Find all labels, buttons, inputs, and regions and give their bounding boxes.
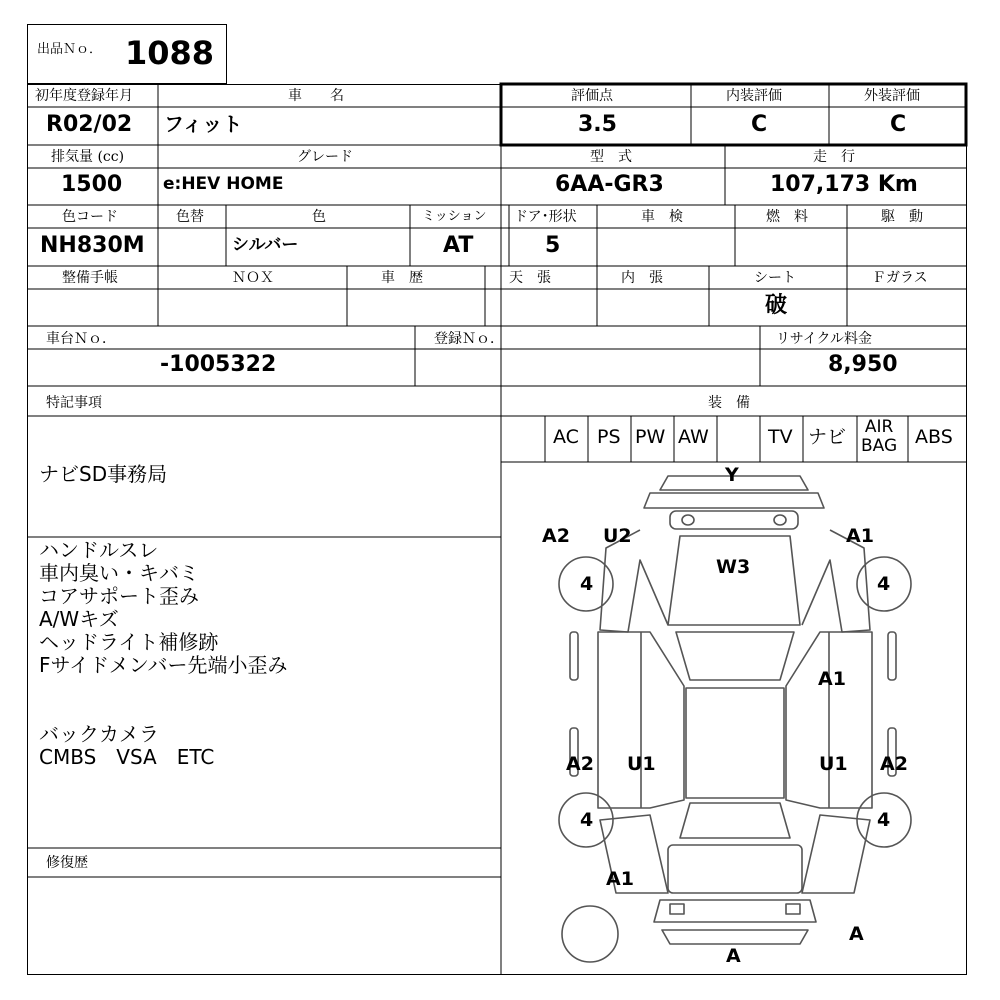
mileage-label: 走 行 <box>813 149 855 165</box>
fglass-label: Ｆガラス <box>872 270 928 286</box>
mark-left-quarter: A1 <box>606 868 634 890</box>
equip-abs: ABS <box>915 426 953 448</box>
tire-front-right-tread: 4 <box>877 573 891 595</box>
notes-line-1: ナビSD事務局 <box>39 462 168 486</box>
model-value: 6AA-GR3 <box>555 172 664 197</box>
maintenance-label: 整備手帳 <box>62 270 118 286</box>
tire-rear-right-tread: 4 <box>877 809 891 831</box>
displacement-value: 1500 <box>61 172 123 197</box>
recycle-label: リサイクル料金 <box>776 331 873 347</box>
mark-left-sill: U1 <box>627 753 656 775</box>
mark-front-right-fender: A1 <box>846 525 874 547</box>
notes-block-2: ハンドルスレ 車内臭い・キバミ コアサポート歪み A/Wキズ ヘッドライト補修跡 Fサイドメンバー先端小歪み バックカメラ CMBS VSA ETC <box>39 538 288 769</box>
equip-airbag: AIR BAG <box>861 417 898 456</box>
repair-history-label: 修復歴 <box>46 855 88 871</box>
ceiling-label: 天 張 <box>509 270 551 286</box>
seat-value: 破 <box>765 293 788 318</box>
recycle-value: 8,950 <box>828 352 898 377</box>
inspection-label: 車 検 <box>641 209 683 225</box>
notes-label: 特記事項 <box>46 395 102 411</box>
car-name-label: 車 名 <box>288 88 344 104</box>
interior-score-value: C <box>751 112 768 137</box>
nox-label: ＮＯＸ <box>232 270 274 286</box>
first-reg-label: 初年度登録年月 <box>35 88 133 104</box>
color-code-value: NH830M <box>40 233 145 258</box>
mission-label: ミッション <box>422 209 487 224</box>
mark-rear-bumper: A <box>726 945 741 967</box>
tire-rear-left-tread: 4 <box>580 809 594 831</box>
door-label: ドア･形状 <box>514 209 577 225</box>
displacement-label: 排気量 (cc) <box>51 149 125 165</box>
first-reg-value: R02/02 <box>46 112 133 137</box>
mark-left-front: U2 <box>603 525 632 547</box>
score-value: 3.5 <box>578 112 617 137</box>
chassis-label: 車台Ｎｏ． <box>46 331 116 347</box>
door-value: 5 <box>545 233 561 258</box>
exterior-score-value: C <box>890 112 907 137</box>
mark-right-sill: U1 <box>819 753 848 775</box>
model-label: 型 式 <box>590 149 632 165</box>
equip-ps: PS <box>597 426 621 448</box>
mark-right-rear-door: A2 <box>880 753 908 775</box>
exterior-score-label: 外装評価 <box>864 88 920 104</box>
interior-score-label: 内装評価 <box>726 88 782 104</box>
car-name-value: フィット <box>164 112 243 136</box>
mark-rear-right: A <box>849 923 864 945</box>
color-label: 色 <box>312 209 326 225</box>
drive-label: 駆 動 <box>881 209 923 225</box>
mark-front-bumper: Y <box>725 464 739 486</box>
color-value: シルバー <box>232 235 299 255</box>
chassis-value: -1005322 <box>160 352 277 377</box>
equip-ac: AC <box>553 426 579 448</box>
equip-aw: AW <box>678 426 709 448</box>
equip-navi: ナビ <box>808 426 847 448</box>
registration-label: 登録Ｎｏ． <box>434 331 504 347</box>
mark-windshield: W3 <box>716 556 751 578</box>
mark-right-front-door: A1 <box>818 668 846 690</box>
equip-pw: PW <box>635 426 666 448</box>
grade-value: e:HEV HOME <box>163 174 284 194</box>
tire-front-left-tread: 4 <box>580 573 594 595</box>
fuel-label: 燃 料 <box>766 209 808 225</box>
seat-label: シート <box>754 270 796 286</box>
lot-label: 出品Ｎｏ． <box>37 42 103 57</box>
lot-number: 1088 <box>125 34 215 72</box>
equipment-label: 装 備 <box>708 395 750 411</box>
color-code-label: 色コード <box>62 209 118 225</box>
equip-tv: TV <box>768 426 793 448</box>
grade-label: グレード <box>297 149 353 165</box>
interior-lining-label: 内 張 <box>621 270 663 286</box>
mission-value: AT <box>443 233 474 258</box>
mark-front-left-fender: A2 <box>542 525 570 547</box>
mark-left-rear-door: A2 <box>566 753 594 775</box>
color-change-label: 色替 <box>176 209 204 225</box>
history-label: 車 歴 <box>381 270 423 286</box>
mileage-value: 107,173 Km <box>770 172 918 197</box>
score-label: 評価点 <box>571 88 613 104</box>
